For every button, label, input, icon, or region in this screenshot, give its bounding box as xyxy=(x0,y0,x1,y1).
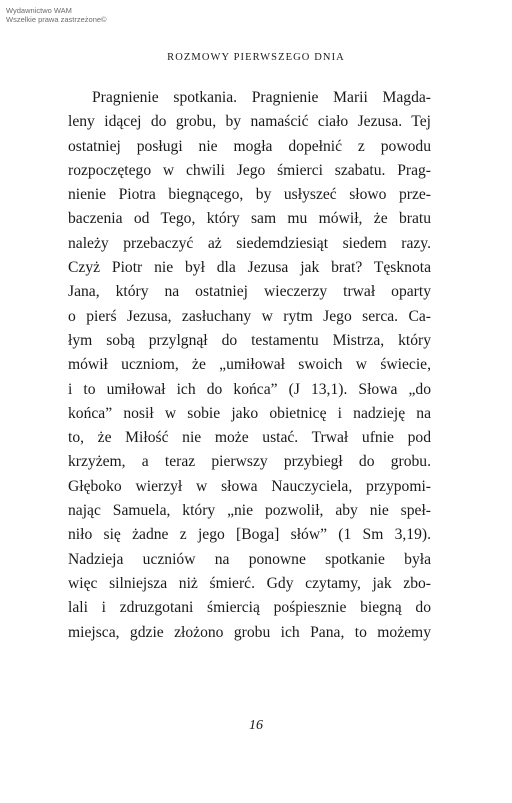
text-line: lali i zdruzgotani śmiercią pośpiesznie biegną do xyxy=(68,599,431,617)
watermark-publisher: Wydawnictwo WAM xyxy=(6,6,72,15)
text-line: mówił uczniom, że „umiłował swoich w świecie, xyxy=(68,356,431,374)
text-line: o pierś Jezusa, zasłuchany w rytm Jego serca. Ca- xyxy=(68,307,431,325)
watermark-rights: Wszelkie prawa zastrzeżone© xyxy=(6,15,107,24)
text-line: rozpoczętego w chwili Jego śmierci szabatu. Prag- xyxy=(68,161,431,179)
text-line: łym sobą przylgnął do testamentu Mistrza, który xyxy=(68,331,431,349)
text-line: niło się żadne z jego [Boga] słów” (1 Sm 3,19). xyxy=(68,526,431,544)
page-number: 16 xyxy=(249,718,263,733)
text-line: nając Samuela, który „nie pozwolił, aby nie speł- xyxy=(68,502,431,520)
text-line: to, że Miłość nie może ustać. Trwał ufnie pod xyxy=(68,429,431,447)
text-line: i to umiłował ich do końca” (J 13,1). Słowa „do xyxy=(68,380,431,398)
text-line: końca” nosił w sobie jako obietnicę i nadzieję na xyxy=(68,404,431,422)
text-line: Nadzieja uczniów na ponowne spotkanie była xyxy=(68,550,431,568)
running-head: ROZMOWY PIERWSZEGO DNIA xyxy=(167,52,345,63)
body-paragraph xyxy=(68,86,431,645)
publisher-watermark xyxy=(6,6,107,24)
text-line: Pragnienie spotkania. Pragnienie Marii Magda- xyxy=(92,89,431,106)
text-line: leny idącej do grobu, by namaścić ciało Jezusa. Tej xyxy=(68,113,431,131)
text-line: krzyżem, a teraz pierwszy przybiegł do grobu. xyxy=(68,453,431,471)
text-line: miejsca, gdzie złożono grobu ich Pana, to możemy xyxy=(68,623,431,641)
text-line: nienie Piotra biegnącego, by usłyszeć słowo prze- xyxy=(68,186,431,204)
text-line: Czyż Piotr nie był dla Jezusa jak brat? Tęsknota xyxy=(68,259,431,277)
text-line: więc silniejsza niż śmierć. Gdy czytamy, jak zbo- xyxy=(68,574,431,592)
text-line: baczenia od Tego, który sam mu mówił, że bratu xyxy=(68,210,431,228)
text-line: Głęboko wierzył w słowa Nauczyciela, przypomi- xyxy=(68,477,431,495)
text-line: należy przebaczyć aż siedemdziesiąt siedem razy. xyxy=(68,234,431,252)
text-line: Jana, który na ostatniej wieczerzy trwał oparty xyxy=(68,283,431,301)
text-line: ostatniej posługi nie mogła dopełnić z powodu xyxy=(68,137,431,155)
